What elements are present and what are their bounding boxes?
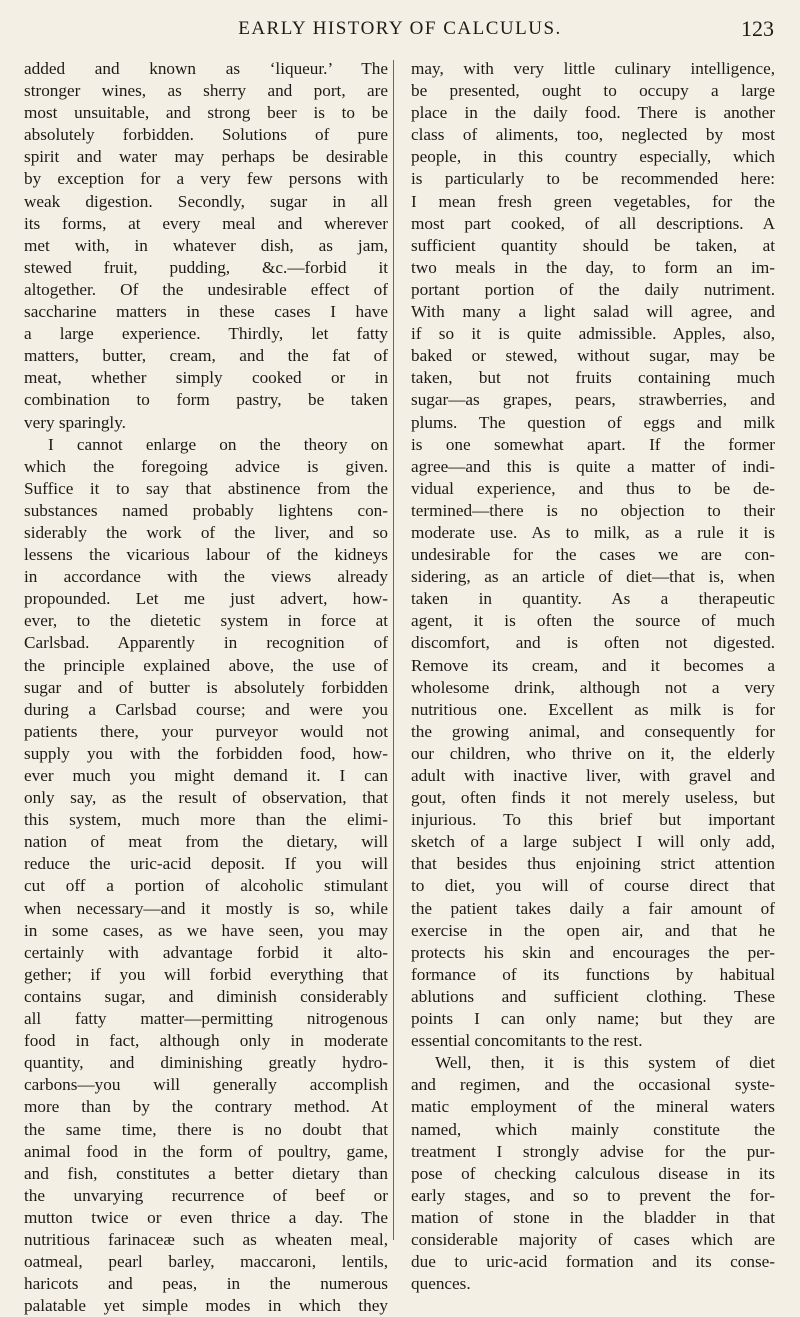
text-line: due to uric-acid formation and its conse- — [411, 1252, 775, 1272]
text-line: matters, butter, cream, and the fat of — [24, 346, 388, 366]
text-line: agree—and this is quite a matter of indi- — [411, 456, 775, 476]
text-line: the growing animal, and consequently for — [411, 721, 775, 741]
text-line: nutritious farinaceæ such as wheaten meal, — [24, 1229, 388, 1249]
text-line: Suffice it to say that abstinence from the — [24, 478, 388, 498]
text-line: if so it is quite admissible. Apples, also, — [411, 324, 775, 344]
text-line: place in the daily food. There is another — [411, 103, 775, 123]
text-line: may, with very little culinary intelligence, — [411, 59, 775, 78]
text-line: the same time, there is no doubt that — [24, 1119, 388, 1139]
text-line: plums. The question of eggs and milk — [411, 412, 775, 432]
text-line: points I can only name; but they are — [411, 1009, 775, 1029]
text-line: named, which mainly constitute the — [411, 1119, 775, 1139]
text-line: treatment I strongly advise for the pur- — [411, 1141, 775, 1161]
text-line: oatmeal, pearl barley, maccaroni, lentils, — [24, 1252, 388, 1272]
text-line: very sparingly. — [24, 412, 126, 432]
text-line: exercise in the open air, and that he — [411, 920, 775, 940]
page-number: 123 — [741, 16, 774, 41]
text-line: class of aliments, too, neglected by most — [411, 125, 775, 145]
text-line: protects his skin and encourages the per- — [411, 942, 775, 962]
text-line: when necessary—and it mostly is so, while — [24, 898, 388, 918]
text-line: which the foregoing advice is given. — [24, 456, 388, 476]
text-line: discomfort, and is often not digested. — [411, 633, 775, 653]
text-line: Remove its cream, and it becomes a — [411, 655, 775, 675]
text-line: most unsuitable, and strong beer is to be — [24, 103, 388, 123]
text-line: food in fact, although only in moderate — [24, 1031, 388, 1051]
text-line: absolutely forbidden. Solutions of pure — [24, 125, 388, 145]
text-line: matic employment of the mineral waters — [411, 1097, 775, 1117]
text-line: ever, to the dietetic system in force at — [24, 611, 388, 631]
text-line: this system, much more than the elimi- — [24, 810, 388, 830]
text-line: meat, whether simply cooked or in — [24, 368, 388, 388]
text-line: weak digestion. Secondly, sugar in all — [24, 191, 388, 211]
text-line: moderate use. As to milk, as a rule it is — [411, 522, 775, 542]
text-line: sufficient quantity should be taken, at — [411, 235, 775, 255]
text-line: people, in this country especially, which — [411, 147, 775, 167]
text-line: considerable majority of cases which are — [411, 1229, 775, 1249]
text-line: to diet, you will of course direct that — [411, 876, 775, 896]
text-line: termined—there is no objection to their — [411, 500, 775, 520]
text-line: met with, in whatever dish, as jam, — [24, 235, 388, 255]
text-line: agent, it is often the source of much — [411, 611, 775, 631]
text-line: in some cases, as we have seen, you may — [24, 920, 388, 940]
text-line: combination to form pastry, be taken — [24, 390, 388, 410]
text-line: Carlsbad. Apparently in recognition of — [24, 633, 388, 653]
text-line: portant portion of the daily nutriment. — [411, 279, 775, 299]
text-line: nation of meat from the dietary, will — [24, 832, 388, 852]
text-line: sugar and of butter is absolutely forbidden — [24, 677, 388, 697]
text-line: vidual experience, and thus to be de- — [411, 478, 775, 498]
text-line: injurious. To this brief but important — [411, 810, 775, 830]
text-line: certainly with advantage forbid it alto- — [24, 942, 388, 962]
text-line: baked or stewed, without sugar, may be — [411, 346, 775, 366]
text-line: gether; if you will forbid everything that — [24, 964, 388, 984]
text-line: I mean fresh green vegetables, for the — [411, 191, 775, 211]
text-line: and regimen, and the occasional syste- — [411, 1075, 775, 1095]
running-title: EARLY HISTORY OF CALCULUS. — [238, 18, 562, 39]
left-text-column — [24, 58, 388, 1317]
text-line: substances named probably lightens con- — [24, 500, 388, 520]
text-line: essential concomitants to the rest. — [411, 1031, 643, 1051]
text-line: is particularly to be recommended here: — [411, 169, 775, 189]
text-line: With many a light salad will agree, and — [411, 302, 775, 322]
text-line: early stages, and so to prevent the for- — [411, 1185, 775, 1205]
text-line: most part cooked, of all descriptions. A — [411, 213, 775, 233]
text-line: sidering, as an article of diet—that is, when — [411, 567, 775, 587]
text-line: stewed fruit, pudding, &c.—forbid it — [24, 257, 388, 277]
text-line: wholesome drink, although not a very — [411, 677, 775, 697]
text-line: reduce the uric-acid deposit. If you will — [24, 854, 388, 874]
text-line: in accordance with the views already — [24, 567, 388, 587]
text-line: taken, but not fruits containing much — [411, 368, 775, 388]
text-line: sugar—as grapes, pears, strawberries, and — [411, 390, 775, 410]
text-line: a large experience. Thirdly, let fatty — [24, 324, 388, 344]
text-line: taken in quantity. As a therapeutic — [411, 589, 775, 609]
text-line: altogether. Of the undesirable effect of — [24, 279, 388, 299]
text-line: our children, who thrive on it, the elderly — [411, 743, 775, 763]
text-line: haricots and peas, in the numerous — [24, 1274, 388, 1294]
text-line: nutritious one. Excellent as milk is for — [411, 699, 775, 719]
text-line: more than by the contrary method. At — [24, 1097, 388, 1117]
text-line: is one somewhat apart. If the former — [411, 434, 775, 454]
text-line: quences. — [411, 1274, 471, 1294]
text-line: supply you with the forbidden food, how- — [24, 743, 388, 763]
text-line: saccharine matters in these cases I have — [24, 302, 388, 322]
text-line: added and known as ‘liqueur.’ The — [24, 59, 388, 78]
text-line: all fatty matter—permitting nitrogenous — [24, 1009, 388, 1029]
text-line: mation of stone in the bladder in that — [411, 1207, 775, 1227]
text-line: I cannot enlarge on the theory on — [48, 434, 388, 454]
text-line: formance of its functions by habitual — [411, 964, 775, 984]
text-line: mutton twice or even thrice a day. The — [24, 1207, 388, 1227]
right-text-column — [411, 58, 775, 1295]
text-line: Well, then, it is this system of diet — [435, 1053, 775, 1073]
text-line: be presented, ought to occupy a large — [411, 81, 775, 101]
text-line: the unvarying recurrence of beef or — [24, 1185, 388, 1205]
text-line: the principle explained above, the use of — [24, 655, 388, 675]
text-line: adult with inactive liver, with gravel and — [411, 766, 775, 785]
text-line: ablutions and sufficient clothing. These — [411, 986, 775, 1006]
text-line: gout, often finds it not merely useless, but — [411, 788, 775, 808]
text-line: undesirable for the cases we are con- — [411, 545, 775, 565]
text-line: by exception for a very few persons with — [24, 169, 388, 189]
text-line: spirit and water may perhaps be desirable — [24, 147, 388, 167]
text-line: pose of checking calculous disease in its — [411, 1163, 775, 1183]
text-line: its forms, at every meal and wherever — [24, 213, 388, 233]
text-line: stronger wines, as sherry and port, are — [24, 81, 388, 101]
text-line: palatable yet simple modes in which they — [24, 1296, 388, 1316]
text-line: during a Carlsbad course; and were you — [24, 699, 388, 719]
text-line: only say, as the result of observation, that — [24, 788, 388, 808]
text-line: propounded. Let me just advert, how- — [24, 589, 388, 609]
text-line: lessens the vicarious labour of the kidneys — [24, 545, 388, 565]
text-line: that besides thus enjoining strict attention — [411, 854, 775, 874]
text-line: siderably the work of the liver, and so — [24, 522, 388, 542]
page-header — [0, 14, 800, 48]
text-line: contains sugar, and diminish considerably — [24, 986, 388, 1006]
text-line: cut off a portion of alcoholic stimulant — [24, 876, 388, 896]
text-line: two meals in the day, to form an im- — [411, 257, 775, 277]
text-line: sketch of a large subject I will only add, — [411, 832, 775, 852]
column-divider — [393, 60, 394, 1240]
text-line: patients there, your purveyor would not — [24, 721, 388, 741]
text-line: carbons—you will generally accomplish — [24, 1075, 388, 1095]
text-line: and fish, constitutes a better dietary than — [24, 1163, 388, 1183]
text-line: ever much you might demand it. I can — [24, 766, 388, 785]
text-line: quantity, and diminishing greatly hydro- — [24, 1053, 388, 1073]
text-line: animal food in the form of poultry, game, — [24, 1141, 388, 1161]
text-line: the patient takes daily a fair amount of — [411, 898, 775, 918]
